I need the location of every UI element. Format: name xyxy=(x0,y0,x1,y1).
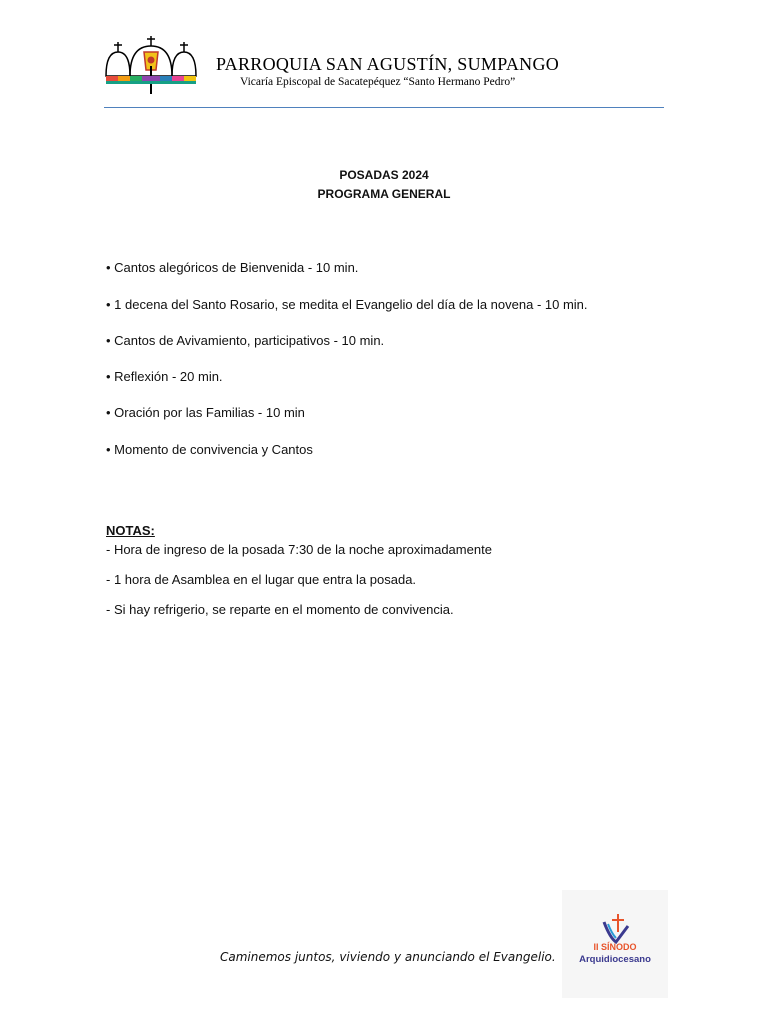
parish-logo-icon xyxy=(104,36,200,96)
parish-name: PARROQUIA SAN AGUSTÍN, SUMPANGO xyxy=(216,54,560,74)
header-divider xyxy=(104,107,664,108)
vicariate-subtitle: Vicaría Episcopal de Sacatepéquez “Santo Hermano Pedro” xyxy=(240,76,516,88)
note-item: - Si hay refrigerio, se reparte en el momento de convivencia. xyxy=(106,602,454,617)
program-item: • Momento de convivencia y Cantos xyxy=(106,442,313,457)
document-subtitle: PROGRAMA GENERAL xyxy=(317,187,451,201)
document-title: POSADAS 2024 xyxy=(339,168,429,182)
note-item: - 1 hora de Asamblea en el lugar que entra la posada. xyxy=(106,572,417,587)
synod-logo xyxy=(562,890,668,998)
program-item: • Oración por las Familias - 10 min xyxy=(106,405,305,420)
note-item: - Hora de ingreso de la posada 7:30 de la noche aproximadamente xyxy=(106,542,492,557)
synod-logo-line1: II SÍNODO xyxy=(593,942,637,952)
program-item: • Cantos de Avivamiento, participativos - 10 min. xyxy=(106,333,385,348)
program-item: • Reflexión - 20 min. xyxy=(106,369,223,384)
synod-logo-line2: Arquidiocesano xyxy=(579,954,651,965)
footer-motto: Caminemos juntos, viviendo y anunciando el Evangelio. xyxy=(220,950,556,964)
program-item: • Cantos alegóricos de Bienvenida - 10 min. xyxy=(106,260,359,275)
notes-heading: NOTAS: xyxy=(106,523,155,538)
program-item: • 1 decena del Santo Rosario, se medita el Evangelio del día de la novena - 10 min. xyxy=(106,297,588,312)
